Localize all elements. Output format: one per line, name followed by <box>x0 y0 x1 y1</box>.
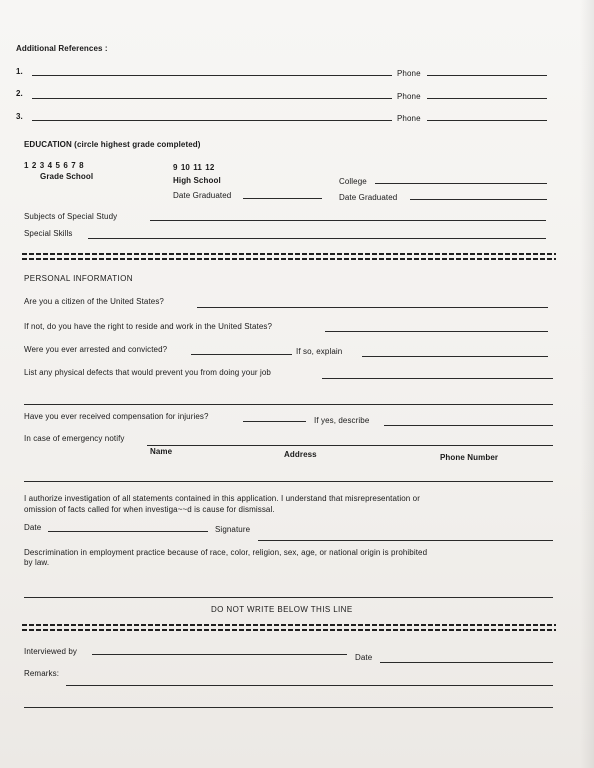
section-divider-1 <box>22 253 556 260</box>
high-school-numbers[interactable]: 9 10 11 12 <box>173 163 215 172</box>
additional-references-heading: Additional References : <box>16 44 108 53</box>
office-date-label: Date <box>355 653 373 662</box>
emergency-address-column: Address <box>284 450 317 459</box>
citizen-question: Are you a citizen of the United States? <box>24 297 164 306</box>
reference-2-line[interactable] <box>32 98 392 99</box>
hs-date-graduated-label: Date Graduated <box>173 191 232 200</box>
reference-3-phone-label: Phone <box>397 114 421 123</box>
interviewed-by-line[interactable] <box>92 654 347 655</box>
college-label: College <box>339 177 367 186</box>
personal-info-heading: PERSONAL INFORMATION <box>24 274 133 283</box>
college-date-graduated-line[interactable] <box>410 199 547 200</box>
remarks-line-1[interactable] <box>66 685 553 686</box>
if-yes-describe-label: If yes, describe <box>314 416 370 425</box>
education-heading: EDUCATION (circle highest grade completed) <box>24 140 201 149</box>
reference-1-number: 1. <box>16 67 23 76</box>
discrimination-notice-line-1: Descrimination in employment practice because of race, color, religion, sex, age, or national origin is prohibited <box>24 548 428 557</box>
reference-3-line[interactable] <box>32 120 392 121</box>
discrimination-notice-line-2: by law. <box>24 558 50 567</box>
compensation-describe-line[interactable] <box>384 425 553 426</box>
grade-school-numbers[interactable]: 1 2 3 4 5 6 7 8 <box>24 161 84 170</box>
emergency-contact-line-2[interactable] <box>24 481 553 482</box>
college-date-graduated-label: Date Graduated <box>339 193 398 202</box>
compensation-answer-line[interactable] <box>243 421 306 422</box>
reference-2-phone-label: Phone <box>397 92 421 101</box>
authorization-text-line-1: I authorize investigation of all statements contained in this application. I understand that misrepresentation or <box>24 494 420 503</box>
physical-defects-line-1[interactable] <box>322 378 553 379</box>
do-not-write-heading: DO NOT WRITE BELOW THIS LINE <box>211 605 353 614</box>
reference-1-phone-label: Phone <box>397 69 421 78</box>
signature-label: Signature <box>215 525 251 534</box>
remarks-line-2[interactable] <box>24 707 553 708</box>
arrested-explain-line[interactable] <box>362 356 548 357</box>
hs-date-graduated-line[interactable] <box>243 198 322 199</box>
office-date-line[interactable] <box>380 662 553 663</box>
reference-2-phone-line[interactable] <box>427 98 547 99</box>
emergency-phone-column: Phone Number <box>440 453 499 462</box>
arrested-question: Were you ever arrested and convicted? <box>24 345 168 354</box>
authorization-date-label: Date <box>24 523 42 532</box>
signature-line[interactable] <box>258 540 553 541</box>
reference-3-phone-line[interactable] <box>427 120 547 121</box>
authorization-text-line-2: omission of facts called for when investiga~~d is cause for dismissal. <box>24 505 275 514</box>
subjects-line[interactable] <box>150 220 546 221</box>
subjects-label: Subjects of Special Study <box>24 212 118 221</box>
emergency-contact-label: In case of emergency notify <box>24 434 125 443</box>
reference-1-phone-line[interactable] <box>427 75 547 76</box>
arrested-answer-line[interactable] <box>191 354 292 355</box>
special-skills-label: Special Skills <box>24 229 73 238</box>
interviewed-by-label: Interviewed by <box>24 647 77 656</box>
special-skills-line[interactable] <box>88 238 546 239</box>
emergency-name-column: Name <box>150 447 173 456</box>
right-to-work-question: If not, do you have the right to reside and work in the United States? <box>24 322 273 331</box>
physical-defects-line-2[interactable] <box>24 404 553 405</box>
authorization-date-line[interactable] <box>48 531 208 532</box>
if-so-explain-label: If so, explain <box>296 347 343 356</box>
reference-3-number: 3. <box>16 112 23 121</box>
compensation-question: Have you ever received compensation for injuries? <box>24 412 209 421</box>
emergency-contact-line[interactable] <box>147 445 553 446</box>
notice-bottom-line <box>24 597 553 598</box>
reference-1-line[interactable] <box>32 75 392 76</box>
page-edge-shadow <box>580 0 594 768</box>
reference-2-number: 2. <box>16 89 23 98</box>
high-school-label: High School <box>173 176 221 185</box>
section-divider-2 <box>22 624 556 631</box>
remarks-label: Remarks: <box>24 669 60 678</box>
college-line[interactable] <box>375 183 547 184</box>
physical-defects-question: List any physical defects that would prevent you from doing your job <box>24 368 271 377</box>
grade-school-label: Grade School <box>40 172 94 181</box>
right-to-work-answer-line[interactable] <box>325 331 548 332</box>
citizen-answer-line[interactable] <box>197 307 548 308</box>
